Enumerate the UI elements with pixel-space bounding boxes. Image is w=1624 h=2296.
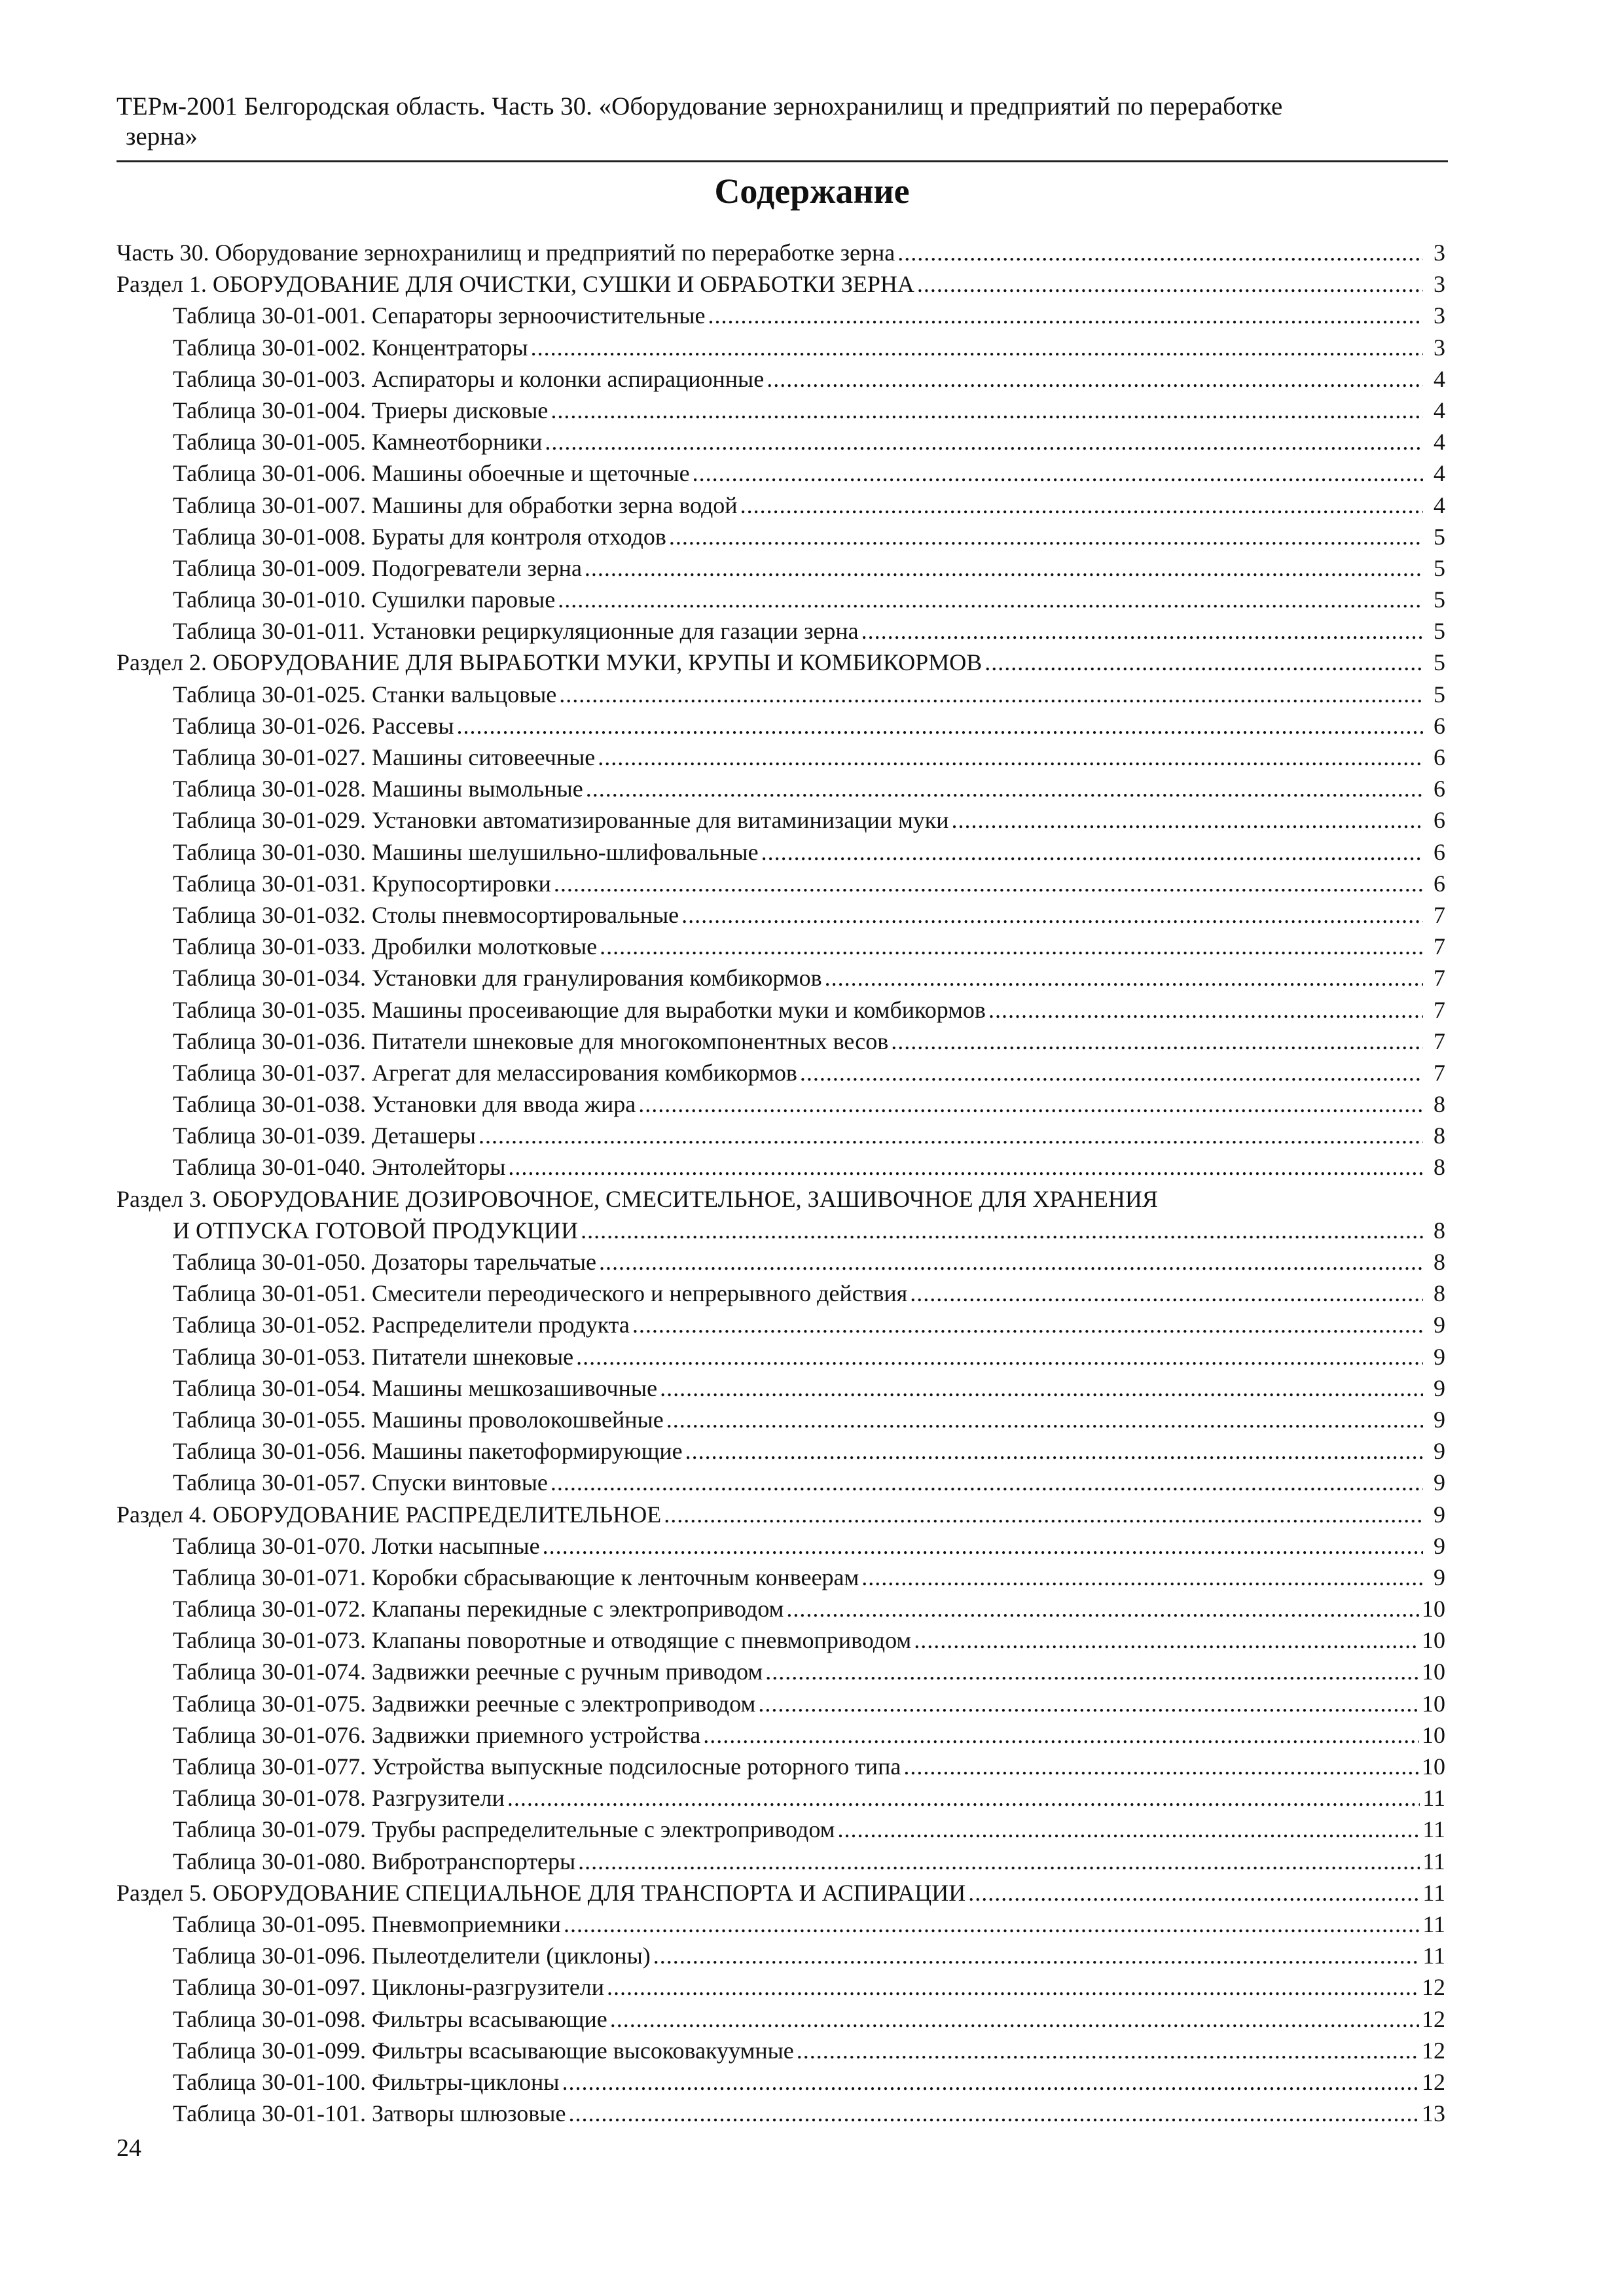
- toc-entry-label: Таблица 30-01-033. Дробилки молотковые: [173, 933, 598, 960]
- toc-entry-label: Раздел 5. ОБОРУДОВАНИЕ СПЕЦИАЛЬНОЕ ДЛЯ ТРАНСПОРТА И АСПИРАЦИИ: [117, 1879, 966, 1906]
- toc-entry-label: Таблица 30-01-056. Машины пакетоформирующие: [173, 1438, 683, 1465]
- toc-entry-label: Таблица 30-01-026. Рассевы: [173, 712, 454, 739]
- toc-entry-label: Таблица 30-01-101. Затворы шлюзовые: [173, 2100, 566, 2127]
- toc-entry-section[interactable]: [117, 647, 1445, 678]
- dot-leader: [786, 1593, 1419, 1624]
- toc-entry-page: 4: [1434, 429, 1445, 456]
- toc-entry-page: 12: [1422, 1974, 1445, 2001]
- toc-entry-table[interactable]: [117, 1309, 1445, 1340]
- toc-entry-table[interactable]: [117, 1530, 1445, 1562]
- toc-entry-label: Таблица 30-01-057. Спуски винтовые: [173, 1469, 548, 1496]
- toc-entry-page: 3: [1434, 302, 1445, 329]
- toc-entry-label: Таблица 30-01-007. Машины для обработки зерна водой: [173, 492, 738, 518]
- dot-leader: [653, 1940, 1420, 1971]
- toc-entry-table[interactable]: [117, 1593, 1445, 1624]
- toc-entry-label: Раздел 1. ОБОРУДОВАНИЕ ДЛЯ ОЧИСТКИ, СУШКИ И ОБРАБОТКИ ЗЕРНА: [117, 271, 914, 298]
- toc-entry-table[interactable]: [117, 679, 1445, 710]
- dot-leader: [578, 1846, 1420, 1877]
- toc-entry-table[interactable]: [117, 1151, 1445, 1183]
- toc-entry-label: Таблица 30-01-072. Клапаны перекидные с электроприводом: [173, 1596, 784, 1623]
- running-header-line-2: зерна»: [126, 122, 198, 151]
- toc-entry-label: Таблица 30-01-097. Циклоны-разгрузители: [173, 1974, 605, 2001]
- toc-entry-page: 8: [1434, 1091, 1445, 1118]
- dot-leader: [600, 931, 1423, 962]
- toc-entry-label: Таблица 30-01-079. Трубы распределительные с электроприводом: [173, 1816, 835, 1843]
- dot-leader: [599, 1246, 1423, 1278]
- toc-entry-table[interactable]: [117, 584, 1445, 615]
- toc-entry-table[interactable]: [117, 1971, 1445, 2003]
- toc-entry-page: 6: [1434, 870, 1445, 897]
- toc-entry-page: 9: [1434, 1343, 1445, 1370]
- toc-entry-page: 8: [1434, 1154, 1445, 1181]
- toc-entry-page: 6: [1434, 807, 1445, 834]
- running-header: [117, 92, 1445, 152]
- dot-leader: [703, 1719, 1419, 1751]
- toc-entry-table[interactable]: [117, 1120, 1445, 1151]
- toc-entry-page: 10: [1422, 1753, 1445, 1780]
- toc-entry-page: 4: [1434, 460, 1445, 487]
- toc-entry-label: Таблица 30-01-038. Установки для ввода жира: [173, 1091, 636, 1118]
- toc-entry-label-line: Раздел 3. ОБОРУДОВАНИЕ ДОЗИРОВОЧНОЕ, СМЕСИТЕЛЬНОЕ, ЗАШИВОЧНОЕ ДЛЯ ХРАНЕНИЯ: [117, 1185, 1158, 1212]
- toc-entry-label: Таблица 30-01-100. Фильтры-циклоны: [173, 2068, 560, 2095]
- toc-entry-label: Раздел 4. ОБОРУДОВАНИЕ РАСПРЕДЕЛИТЕЛЬНОЕ: [117, 1501, 662, 1528]
- dot-leader: [581, 1215, 1423, 1246]
- toc-entry-section[interactable]: [117, 1499, 1445, 1530]
- toc-entry-label: Таблица 30-01-010. Сушилки паровые: [173, 586, 556, 613]
- dot-leader: [558, 584, 1423, 615]
- dot-leader: [797, 2035, 1419, 2066]
- toc-entry-label: Таблица 30-01-027. Машины ситовеечные: [173, 744, 596, 770]
- toc-entry-page: 7: [1434, 933, 1445, 960]
- dot-leader: [837, 1814, 1420, 1845]
- dot-leader: [765, 1656, 1419, 1687]
- toc-entry-table[interactable]: [117, 868, 1445, 899]
- dot-leader: [550, 1467, 1423, 1498]
- toc-entry-table[interactable]: [117, 1624, 1445, 1656]
- toc-entry-page: 7: [1434, 965, 1445, 992]
- toc-entry-page: 5: [1434, 618, 1445, 645]
- header-divider: [117, 160, 1448, 162]
- toc-entry-page: 11: [1422, 1910, 1445, 1937]
- toc-entry-table[interactable]: [117, 552, 1445, 584]
- dot-leader: [586, 773, 1423, 804]
- dot-leader: [554, 868, 1423, 899]
- toc-entry-table[interactable]: [117, 710, 1445, 742]
- toc-entry-table[interactable]: [117, 300, 1445, 331]
- toc-entry-page: 7: [1434, 1028, 1445, 1054]
- toc-entry-label: Часть 30. Оборудование зернохранилищ и предприятий по переработке зерна: [117, 240, 895, 266]
- toc-entry-label: Таблица 30-01-003. Аспираторы и колонки аспирационные: [173, 365, 765, 392]
- dot-leader: [767, 363, 1423, 395]
- toc-entry-table[interactable]: [117, 773, 1445, 804]
- toc-entry-page: 5: [1434, 586, 1445, 613]
- toc-entry-label: Таблица 30-01-075. Задвижки реечные с электроприводом: [173, 1690, 756, 1717]
- dot-leader: [564, 1909, 1420, 1940]
- toc-entry-table[interactable]: [117, 332, 1445, 363]
- dot-leader: [800, 1057, 1423, 1088]
- toc-entry-label: Таблица 30-01-037. Агрегат для мелассирования комбикормов: [173, 1059, 797, 1086]
- dot-leader: [545, 426, 1423, 457]
- toc-entry-table[interactable]: [117, 363, 1445, 395]
- toc-entry-table[interactable]: [117, 1940, 1445, 1971]
- toc-entry-page: 11: [1422, 1785, 1445, 1812]
- toc-entry-page: 10: [1422, 1690, 1445, 1717]
- toc-entry-label: Таблица 30-01-080. Вибротранспортеры: [173, 1848, 576, 1874]
- toc-entry-table[interactable]: [117, 899, 1445, 931]
- toc-entry-table[interactable]: [117, 962, 1445, 994]
- toc-entry-table[interactable]: [117, 1909, 1445, 1940]
- toc-entry-label: Таблица 30-01-035. Машины просеивающие для выработки муки и комбикормов: [173, 996, 986, 1023]
- toc-entry-label: Таблица 30-01-039. Деташеры: [173, 1122, 476, 1149]
- dot-leader: [660, 1372, 1423, 1404]
- toc-entry-table[interactable]: [117, 1404, 1445, 1435]
- toc-entry-page: 12: [1422, 2068, 1445, 2095]
- toc-entry-label: Таблица 30-01-028. Машины вымольные: [173, 776, 583, 802]
- toc-entry-section[interactable]: [117, 268, 1445, 300]
- dot-leader: [968, 1877, 1420, 1909]
- toc-entry-page: 3: [1434, 334, 1445, 361]
- toc-entry-page: 10: [1422, 1596, 1445, 1623]
- dot-leader: [585, 552, 1423, 584]
- dot-leader: [664, 1499, 1423, 1530]
- toc-entry-label: Таблица 30-01-004. Триеры дисковые: [173, 397, 549, 423]
- toc-entry-label: Таблица 30-01-031. Крупосортировки: [173, 870, 551, 897]
- toc-entry-page: 8: [1434, 1217, 1445, 1244]
- toc-entry-page: 4: [1434, 365, 1445, 392]
- toc-entry-table[interactable]: [117, 490, 1445, 521]
- toc-entry-label: Таблица 30-01-040. Энтолейторы: [173, 1154, 506, 1181]
- dot-leader: [669, 521, 1423, 552]
- dot-leader: [543, 1530, 1423, 1562]
- toc-entry-label: Таблица 30-01-053. Питатели шнековые: [173, 1343, 574, 1370]
- dot-leader: [740, 490, 1423, 521]
- toc-entry-page: 7: [1434, 1059, 1445, 1086]
- dot-leader: [531, 332, 1423, 363]
- dot-leader: [508, 1151, 1423, 1183]
- toc-entry-table[interactable]: [117, 426, 1445, 457]
- toc-entry-page: 9: [1434, 1312, 1445, 1338]
- toc-entry-page: 5: [1434, 649, 1445, 676]
- toc-entry-table[interactable]: [117, 1751, 1445, 1782]
- dot-leader: [666, 1404, 1423, 1435]
- toc-entry-table[interactable]: [117, 521, 1445, 552]
- toc-entry-page: 4: [1434, 492, 1445, 518]
- dot-leader: [917, 268, 1423, 300]
- dot-leader: [632, 1309, 1423, 1340]
- toc-entry-section[interactable]: [117, 1877, 1445, 1909]
- dot-leader: [897, 237, 1423, 268]
- toc-entry-page: 11: [1422, 1943, 1445, 1969]
- toc-entry-table[interactable]: [117, 804, 1445, 836]
- toc-entry-table[interactable]: [117, 1814, 1445, 1845]
- dot-leader: [559, 679, 1423, 710]
- toc-entry-page: 11: [1422, 1816, 1445, 1843]
- toc-entry-table[interactable]: [117, 1719, 1445, 1751]
- toc-entry-label: Таблица 30-01-077. Устройства выпускные подсилосные роторного типа: [173, 1753, 901, 1780]
- toc-entry-label: Таблица 30-01-034. Установки для гранулирования комбикормов: [173, 965, 822, 992]
- toc-entry-label: Таблица 30-01-076. Задвижки приемного устройства: [173, 1721, 701, 1748]
- toc-entry-label: Таблица 30-01-051. Смесители переодического и непрерывного действия: [173, 1280, 908, 1307]
- dot-leader: [914, 1624, 1419, 1656]
- toc-entry-table[interactable]: [117, 2098, 1445, 2129]
- page-number: 24: [117, 2134, 141, 2162]
- toc-entry-label: Таблица 30-01-054. Машины мешкозашивочные: [173, 1374, 658, 1401]
- toc-entry-table[interactable]: [117, 2003, 1445, 2035]
- dot-leader: [891, 1026, 1423, 1057]
- dot-leader: [507, 1782, 1420, 1814]
- toc-entry-table[interactable]: [117, 836, 1445, 868]
- toc-entry-page: 12: [1422, 2005, 1445, 2032]
- toc-entry-table[interactable]: [117, 615, 1445, 647]
- toc-entry-label: Таблица 30-01-025. Станки вальцовые: [173, 681, 557, 708]
- toc-entry-page: 13: [1422, 2100, 1445, 2127]
- dot-leader: [638, 1088, 1423, 1120]
- toc-entry-table[interactable]: [117, 1656, 1445, 1687]
- toc-entry-label: Таблица 30-01-096. Пылеотделители (циклоны): [173, 1943, 651, 1969]
- toc-entry-table[interactable]: [117, 395, 1445, 426]
- toc-entry-table[interactable]: [117, 1467, 1445, 1498]
- toc-entry-page: 9: [1434, 1532, 1445, 1559]
- dot-leader: [761, 836, 1423, 868]
- dot-leader: [568, 2098, 1419, 2129]
- toc-entry-label: Таблица 30-01-052. Распределители продукта: [173, 1312, 630, 1338]
- dot-leader: [825, 962, 1423, 994]
- toc-entry-label: Таблица 30-01-002. Концентраторы: [173, 334, 528, 361]
- toc-entry-label: Таблица 30-01-036. Питатели шнековые для многокомпонентных весов: [173, 1028, 889, 1054]
- toc-entry-page: 3: [1434, 240, 1445, 266]
- toc-entry-table[interactable]: [117, 994, 1445, 1026]
- dot-leader: [610, 2003, 1419, 2035]
- toc-entry-label: Таблица 30-01-008. Бураты для контроля отходов: [173, 523, 666, 550]
- toc-entry-page: 8: [1434, 1280, 1445, 1307]
- toc-entry-page: 6: [1434, 744, 1445, 770]
- toc-entry-page: 10: [1422, 1659, 1445, 1685]
- toc-entry-page: 10: [1422, 1721, 1445, 1748]
- dot-leader: [550, 395, 1423, 426]
- toc-entry-label: Таблица 30-01-029. Установки автоматизированные для витаминизации муки: [173, 807, 949, 834]
- dot-leader: [685, 1435, 1423, 1467]
- toc-entry-page: 7: [1434, 901, 1445, 928]
- running-header-line-1: ТЕРм-2001 Белгородская область. Часть 30. «Оборудование зернохранилищ и предприятий по переработке: [117, 92, 1283, 120]
- toc-entry-page: 10: [1422, 1627, 1445, 1654]
- dot-leader: [910, 1278, 1423, 1309]
- toc-entry-label: Таблица 30-01-098. Фильтры всасывающие: [173, 2005, 607, 2032]
- dot-leader: [861, 1562, 1423, 1593]
- toc-entry-table[interactable]: [117, 1246, 1445, 1278]
- toc-entry-page: 4: [1434, 397, 1445, 423]
- toc-entry-table[interactable]: [117, 1435, 1445, 1467]
- toc-entry-page: 12: [1422, 2037, 1445, 2064]
- dot-leader: [758, 1688, 1419, 1719]
- dot-leader: [903, 1751, 1419, 1782]
- dot-leader: [681, 899, 1423, 931]
- toc-entry-label: Таблица 30-01-078. Разгрузители: [173, 1785, 505, 1812]
- toc-entry-label: Таблица 30-01-070. Лотки насыпные: [173, 1532, 540, 1559]
- toc-entry-page: 5: [1434, 523, 1445, 550]
- toc-entry-page: 9: [1434, 1374, 1445, 1401]
- toc-entry-page: 5: [1434, 554, 1445, 581]
- page-title: Содержание: [714, 171, 910, 211]
- dot-leader: [708, 300, 1423, 331]
- toc-entry-page: 9: [1434, 1469, 1445, 1496]
- toc-entry-table[interactable]: [117, 742, 1445, 773]
- toc-entry-table[interactable]: [117, 1782, 1445, 1814]
- toc-entry-label: Раздел 2. ОБОРУДОВАНИЕ ДЛЯ ВЫРАБОТКИ МУКИ, КРУПЫ И КОМБИКОРМОВ: [117, 649, 983, 676]
- toc-entry-label: Таблица 30-01-055. Машины проволокошвейные: [173, 1406, 664, 1433]
- toc-entry-label: Таблица 30-01-050. Дозаторы тарельчатые: [173, 1249, 597, 1275]
- dot-leader: [598, 742, 1423, 773]
- toc-entry-table[interactable]: [117, 1372, 1445, 1404]
- table-of-contents: [117, 237, 1445, 2129]
- toc-entry-label: Таблица 30-01-009. Подогреватели зерна: [173, 554, 582, 581]
- toc-entry-page: 6: [1434, 776, 1445, 802]
- toc-entry-page: 11: [1422, 1848, 1445, 1874]
- toc-entry-section[interactable]: [117, 1215, 1445, 1246]
- dot-leader: [576, 1341, 1423, 1372]
- toc-entry-table[interactable]: [117, 1026, 1445, 1057]
- toc-entry-page: 6: [1434, 838, 1445, 865]
- toc-entry-label: Таблица 30-01-074. Задвижки реечные с ручным приводом: [173, 1659, 763, 1685]
- toc-entry-page: 8: [1434, 1122, 1445, 1149]
- toc-entry-label: Таблица 30-01-001. Сепараторы зерноочистительные: [173, 302, 706, 329]
- toc-entry-page: 9: [1434, 1564, 1445, 1590]
- toc-entry-page: 6: [1434, 712, 1445, 739]
- toc-entry-section[interactable]: [117, 237, 1445, 268]
- toc-entry-page: 9: [1434, 1406, 1445, 1433]
- toc-entry-label: И ОТПУСКА ГОТОВОЙ ПРОДУКЦИИ: [173, 1217, 579, 1244]
- toc-entry-label: Таблица 30-01-032. Столы пневмосортировальные: [173, 901, 679, 928]
- toc-entry-table[interactable]: [117, 931, 1445, 962]
- toc-entry-label: Таблица 30-01-073. Клапаны поворотные и отводящие с пневмоприводом: [173, 1627, 912, 1654]
- dot-leader: [861, 615, 1423, 647]
- toc-entry-page: 11: [1422, 1879, 1445, 1906]
- dot-leader: [607, 1971, 1419, 2003]
- dot-leader: [952, 804, 1423, 836]
- toc-entry-page: 7: [1434, 996, 1445, 1023]
- toc-entry-table[interactable]: [117, 1562, 1445, 1593]
- toc-entry-table[interactable]: [117, 1088, 1445, 1120]
- toc-entry-table[interactable]: [117, 1278, 1445, 1309]
- toc-entry-table[interactable]: [117, 1688, 1445, 1719]
- toc-entry-table[interactable]: [117, 1846, 1445, 1877]
- toc-entry-page: 9: [1434, 1501, 1445, 1528]
- toc-entry-label: Таблица 30-01-006. Машины обоечные и щеточные: [173, 460, 690, 487]
- toc-entry-label: Таблица 30-01-030. Машины шелушильно-шлифовальные: [173, 838, 759, 865]
- dot-leader: [984, 647, 1423, 678]
- toc-entry-label: Таблица 30-01-071. Коробки сбрасывающие к ленточным конвеерам: [173, 1564, 859, 1590]
- toc-entry-page: 3: [1434, 271, 1445, 298]
- toc-entry-page: 9: [1434, 1438, 1445, 1465]
- toc-entry-label: Таблица 30-01-005. Камнеотборники: [173, 429, 543, 456]
- toc-entry-label: Таблица 30-01-099. Фильтры всасывающие высоковакуумные: [173, 2037, 794, 2064]
- toc-entry-table[interactable]: [117, 2035, 1445, 2066]
- dot-leader: [457, 710, 1423, 742]
- toc-entry-table[interactable]: [117, 457, 1445, 489]
- toc-entry-page: 8: [1434, 1249, 1445, 1275]
- toc-entry-label: Таблица 30-01-095. Пневмоприемники: [173, 1910, 561, 1937]
- dot-leader: [988, 994, 1423, 1026]
- dot-leader: [693, 457, 1423, 489]
- toc-entry-page: 5: [1434, 681, 1445, 708]
- toc-entry-table[interactable]: [117, 1341, 1445, 1372]
- toc-entry-table[interactable]: [117, 1057, 1445, 1088]
- dot-leader: [562, 2066, 1419, 2098]
- toc-entry-label: Таблица 30-01-011. Установки рециркуляционные для газации зерна: [173, 618, 859, 645]
- toc-entry-table[interactable]: [117, 2066, 1445, 2098]
- dot-leader: [478, 1120, 1423, 1151]
